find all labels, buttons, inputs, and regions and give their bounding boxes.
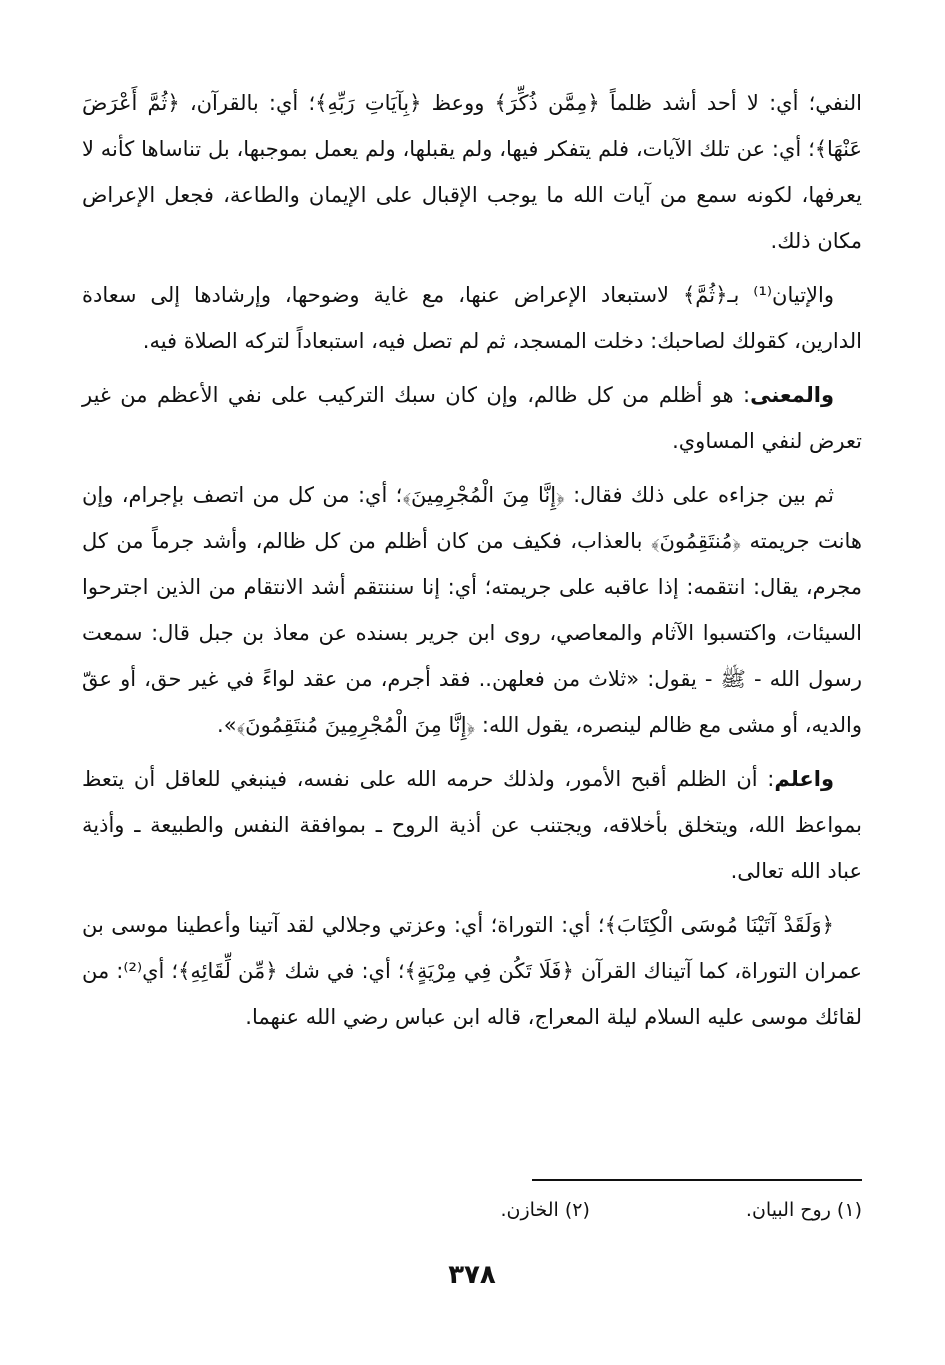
paragraph-6 (82, 902, 862, 1040)
paragraph-text: : هو أظلم من كل ظالم، وإن كان سبك التركيب على نفي الأعظم من غير تعرض لنفي المساوي. (82, 383, 862, 453)
paragraph-text: والإتيان⁽¹⁾ بـ﴿ثُمَّ﴾ لاستبعاد الإعراض عنها، مع غاية وضوحها، وإرشادها إلى سعادة الدارين، كقولك لصاحبك: دخلت المسجد، ثم لم تصل فيه، استبعاداً لتركه الصلاة فيه. (82, 283, 862, 353)
footnotes (82, 1195, 862, 1225)
page-number: ٣٧٨ (448, 1260, 496, 1290)
paragraph-text: : أن الظلم أقبح الأمور، ولذلك حرمه الله على نفسه، فينبغي للعاقل أن يتعظ بمواعظ الله، ويتخلق بأخلاقه، ويجتنب عن أذية الروح ـ بموافقة النفس والطبيعة ـ وأذية عباد الله تعالى. (82, 767, 862, 883)
paragraph-1 (82, 80, 862, 264)
document-page (82, 80, 862, 1290)
paragraph-text: ﴿وَلَقَدْ آتَيْنَا مُوسَى الْكِتَابَ﴾؛ أي: التوراة؛ أي: وعزتي وجلالي لقد آتينا وأعطينا موسى بن عمران التوراة، كما آتيناك القرآن ﴿فَلَا تَكُن فِي مِرْيَةٍ﴾؛ أي: في شك ﴿مِّن لِّقَائِهِ﴾؛ أي⁽²⁾: من لقائك موسى عليه السلام ليلة المعراج، قاله ابن عباس رضي الله عنهما. (82, 913, 862, 1029)
paragraph-text: ثم بين جزاءه على ذلك فقال: ﴿إِنَّا مِنَ الْمُجْرِمِينَ﴾؛ أي: من كل من اتصف بإجرام، وإن هانت جريمته ﴿مُنتَقِمُونَ﴾ بالعذاب، فكيف من كان أظلم من كل ظالم، وأشد جرماً من كل مجرم، يقال: انتقمه: إذا عاقبه على جريمته؛ أي: إنا سننتقم أشد الانتقام من الذين اجترحوا السيئات، واكتسبوا الآثام والمعاصي، روى ابن جرير بسنده عن معاذ بن جبل قال: سمعت رسول الله - ﷺ - يقول: «ثلاث من فعلهن.. فقد أجرم، من عقد لواءً في غير حق، أو عقّ والديه، أو مشى مع ظالم لينصره، يقول الله: ﴿إِنَّا مِنَ الْمُجْرِمِينَ مُنتَقِمُونَ﴾». (82, 483, 862, 737)
paragraph-4 (82, 472, 862, 748)
paragraph-2 (82, 272, 862, 364)
paragraph-3 (82, 372, 862, 464)
paragraph-5 (82, 756, 862, 894)
paragraph-lead: والمعنى (750, 383, 834, 407)
paragraph-lead: واعلم (774, 767, 834, 791)
paragraph-text: النفي؛ أي: لا أحد أشد ظلماً ﴿مِمَّن ذُكِّرَ﴾ ووعظ ﴿بِآيَاتِ رَبِّهِ﴾؛ أي: بالقرآن، ﴿ثُمَّ أَعْرَضَ عَنْهَا﴾؛ أي: عن تلك الآيات، فلم يتفكر فيها، ولم يقبلها، ولم يعمل بموجبها، بل تناساها كأنه لا يعرفها، لكونه سمع من آيات الله ما يوجب الإقبال على الإيمان والطاعة، فجعل الإعراض مكان ذلك. (82, 91, 862, 253)
footnotes-divider (532, 1179, 862, 1181)
footnote-2: (٢) الخازن. (500, 1199, 590, 1221)
footnote-1: (١) روح البيان. (745, 1199, 862, 1221)
